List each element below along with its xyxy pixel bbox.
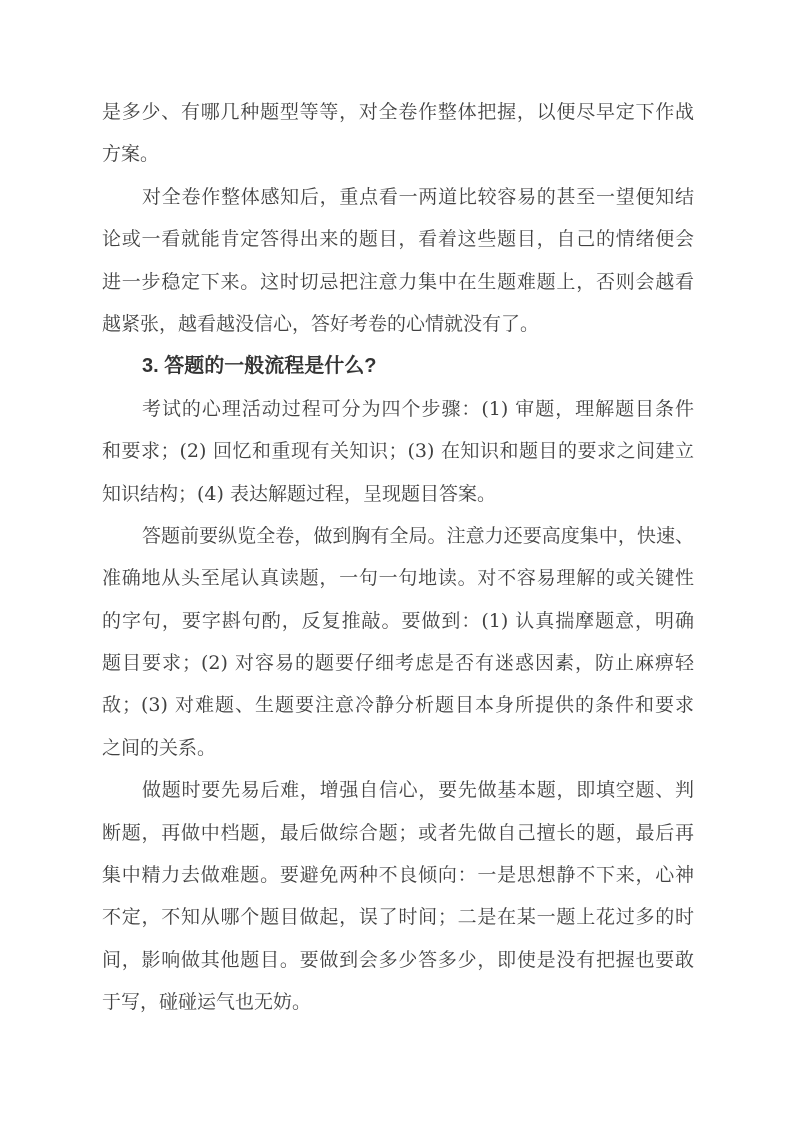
section-heading	[102, 345, 694, 387]
text-line: 做题时要先易后难，增强自信心，要先做基本题，即填空题、判	[142, 779, 694, 802]
text-line: 是多少、有哪几种题型等等，对全卷作整体把握，以便尽早定下作战	[102, 101, 694, 123]
paragraph	[102, 176, 694, 346]
text-line: 集中精力去做难题。要避免两种不良倾向：一是思想静不下来，心神	[102, 864, 694, 887]
text-line: 于写，碰碰运气也无妨。	[102, 991, 312, 1014]
text-line: 断题，再做中档题，最后做综合题；或者先做自己擅长的题，最后再	[102, 821, 694, 844]
text-line: 间，影响做其他题目。要做到会多少答多少，即使是没有把握也要敢	[102, 948, 694, 971]
paragraph	[102, 769, 694, 1023]
text-line: 论或一看就能肯定答得出来的题目，看着这些题目，自己的情绪便会	[102, 228, 694, 251]
text-line: 知识结构；(4) 表达解题过程，呈现题目答案。	[102, 482, 496, 505]
text-line: 不定，不知从哪个题目做起，误了时间；二是在某一题上花过多的时	[102, 906, 694, 929]
heading-line: 3. 答题的一般流程是什么?	[142, 355, 377, 378]
text-line: 的字句，要字斟句酌，反复推敲。要做到：(1) 认真揣摩题意，明确	[102, 609, 694, 632]
text-content	[102, 91, 694, 1024]
text-line: 越紧张，越看越没信心，答好考卷的心情就没有了。	[102, 312, 540, 335]
text-line: 考试的心理活动过程可分为四个步骤：(1) 审题，理解题目条件	[142, 397, 694, 420]
text-line: 之间的关系。	[102, 736, 217, 759]
text-line: 对全卷作整体感知后，重点看一两道比较容易的甚至一望便知结	[142, 185, 694, 208]
paragraph	[102, 91, 694, 176]
paragraph	[102, 388, 694, 515]
text-line: 敌；(3) 对难题、生题要注意冷静分析题目本身所提供的条件和要求	[102, 694, 694, 717]
text-line: 进一步稳定下来。这时切忌把注意力集中在生题难题上，否则会越看	[102, 270, 694, 293]
text-line: 答题前要纵览全卷，做到胸有全局。注意力还要高度集中，快速、	[142, 524, 694, 547]
text-line: 题目要求；(2) 对容易的题要仔细考虑是否有迷惑因素，防止麻痹轻	[102, 652, 694, 675]
text-line: 和要求；(2) 回忆和重现有关知识；(3) 在知识和题目的要求之间建立	[102, 440, 694, 463]
text-line: 方案。	[102, 143, 160, 166]
paragraph	[102, 515, 694, 769]
text-line: 准确地从头至尾认真读题，一句一句地读。对不容易理解的或关键性	[102, 567, 694, 590]
